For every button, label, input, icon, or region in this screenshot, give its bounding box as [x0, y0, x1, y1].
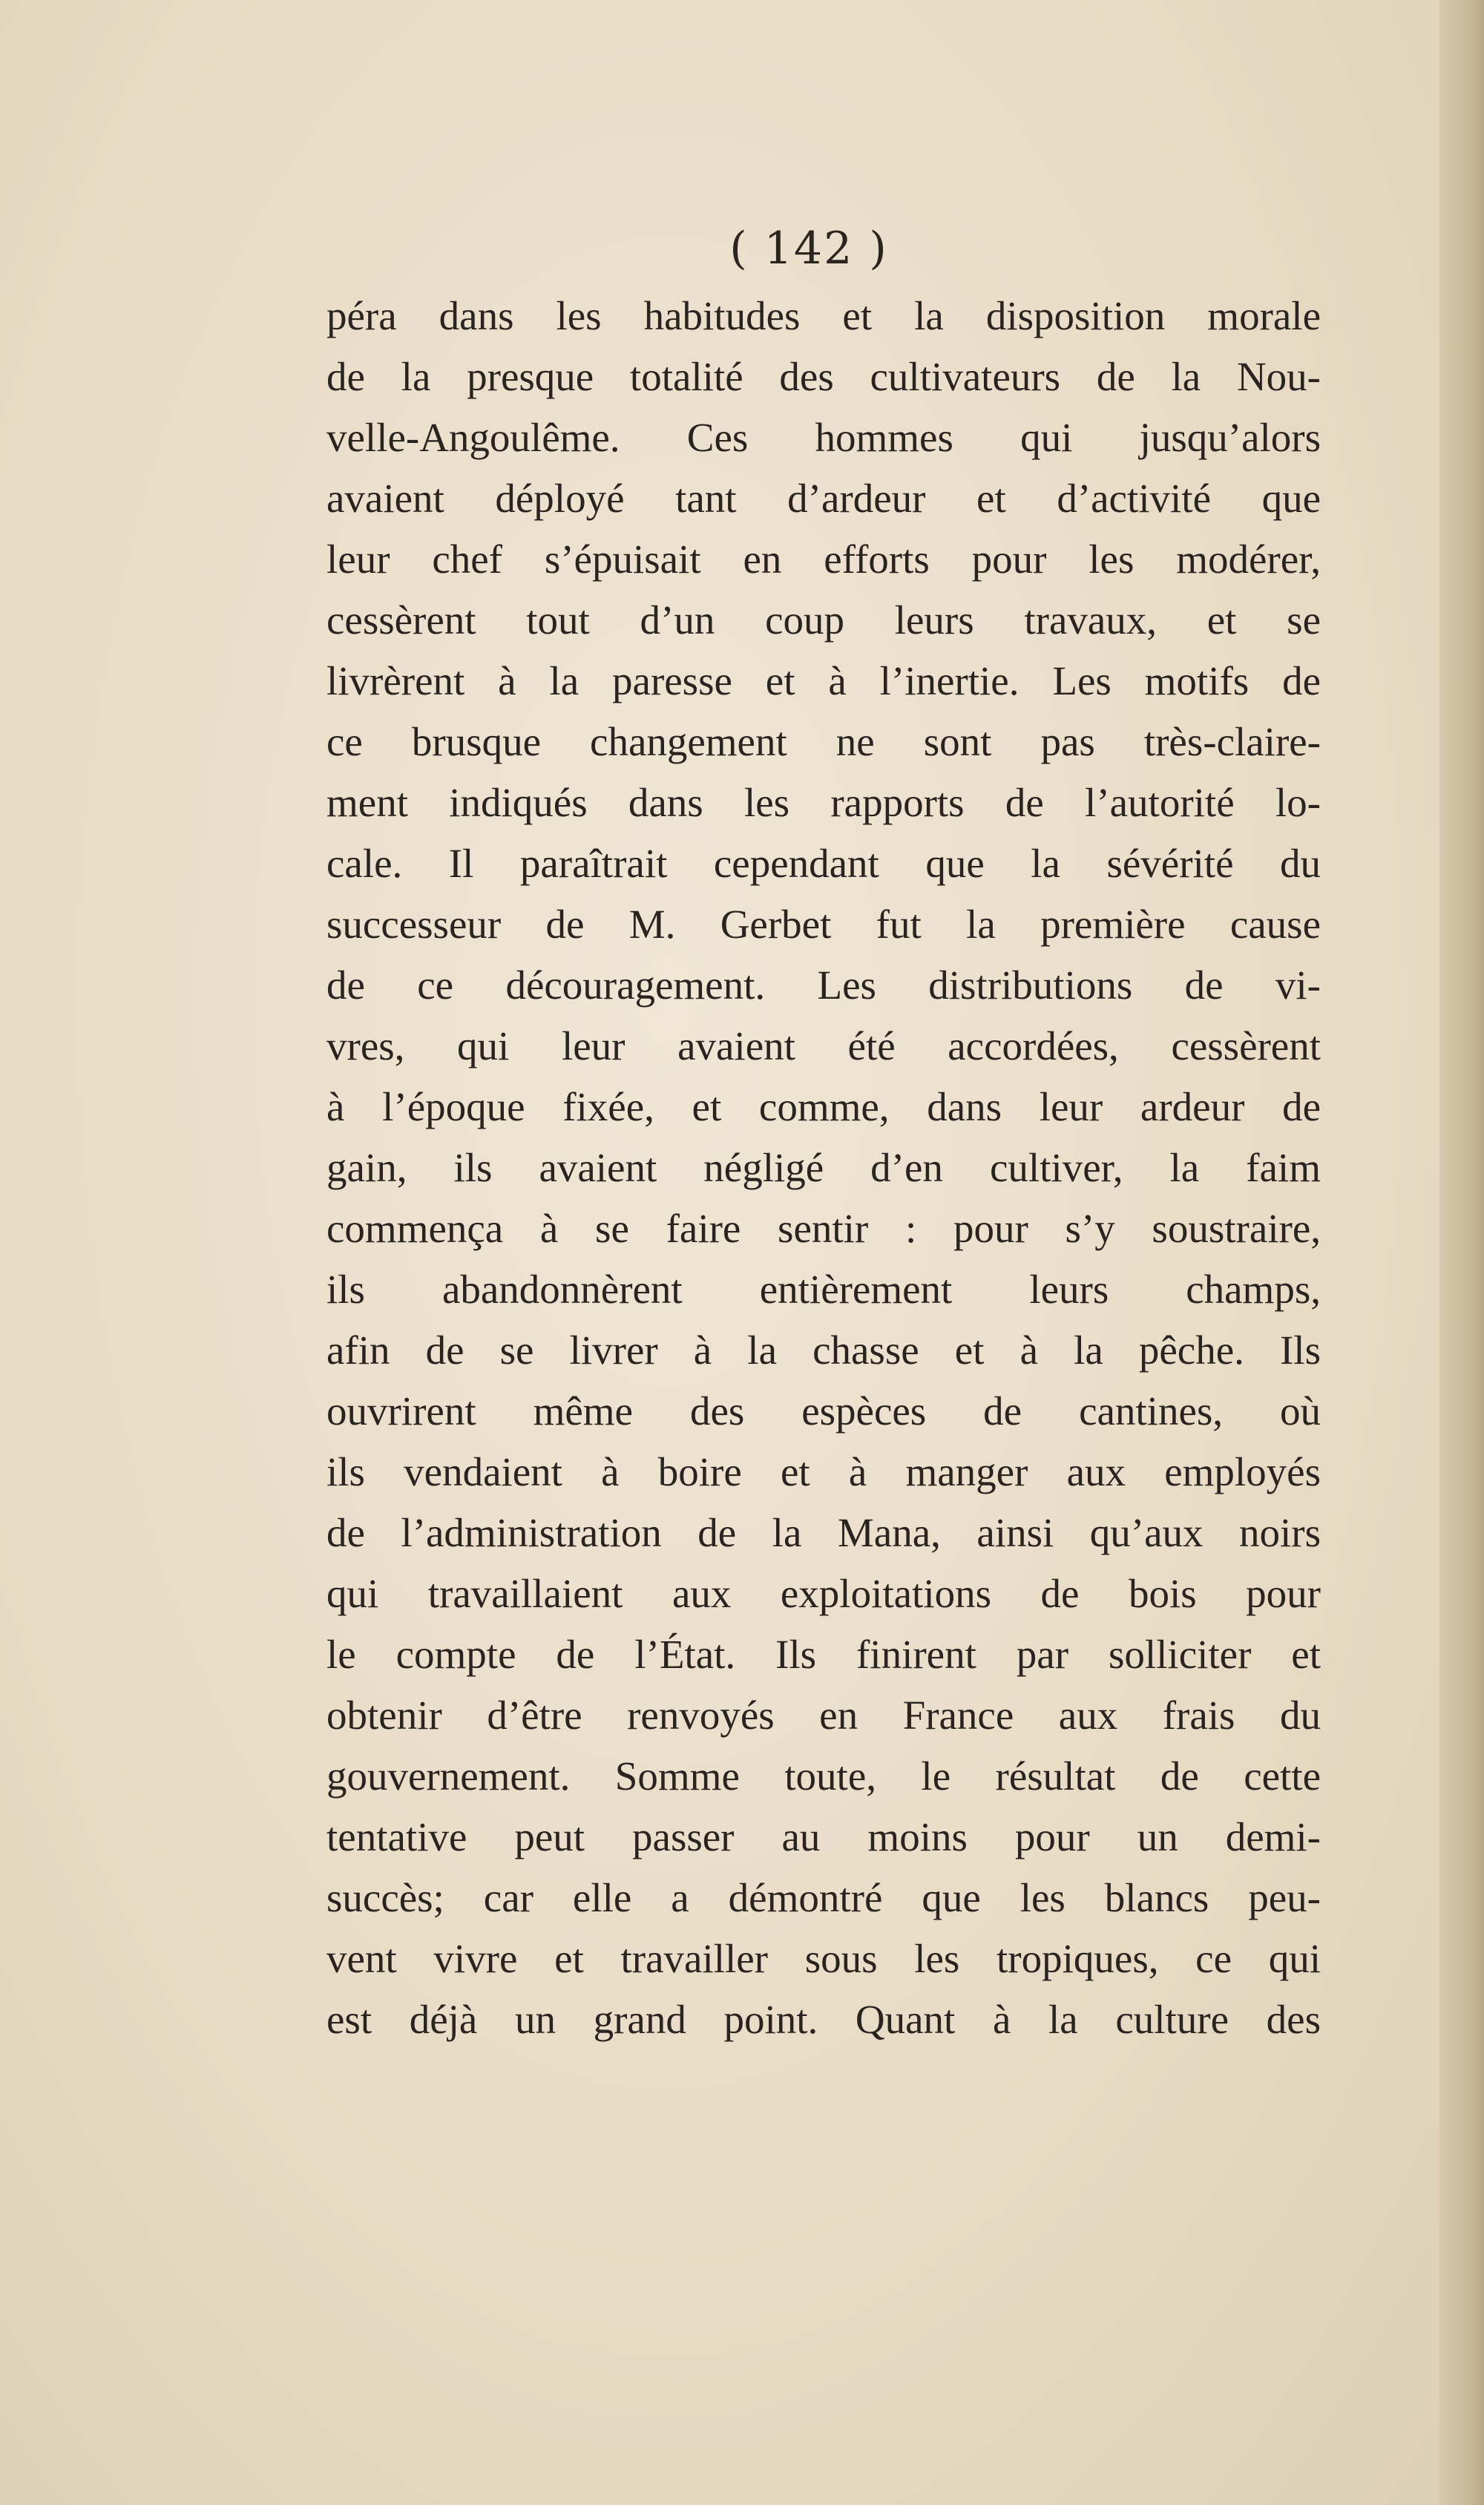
text-line: velle-Angoulême. Ces hommes qui jusqu’alors: [326, 415, 1321, 460]
text-line: leur chef s’épuisait en efforts pour les modérer,: [326, 536, 1321, 582]
text-line: péra dans les habitudes et la disposition morale: [326, 293, 1321, 338]
text-line: tentative peut passer au moins pour un demi-: [326, 1814, 1321, 1859]
text-line: de l’administration de la Mana, ainsi qu’aux noirs: [326, 1510, 1321, 1555]
text-line: à l’époque fixée, et comme, dans leur ardeur de: [326, 1084, 1321, 1129]
text-line: livrèrent à la paresse et à l’inertie. Les motifs de: [326, 658, 1321, 703]
text-line: obtenir d’être renvoyés en France aux frais du: [326, 1693, 1321, 1738]
text-line: qui travaillaient aux exploitations de bois pour: [326, 1571, 1321, 1616]
text-line: ouvrirent même des espèces de cantines, où: [326, 1388, 1321, 1434]
text-line: de la presque totalité des cultivateurs de la Nou-: [326, 354, 1321, 399]
text-line: gain, ils avaient négligé d’en cultiver, la faim: [326, 1145, 1321, 1190]
page-number: ( 142 ): [729, 223, 888, 275]
body-text: [326, 286, 1321, 2050]
text-line: ils abandonnèrent entièrement leurs champs,: [326, 1267, 1321, 1312]
text-line: de ce découragement. Les distributions de vi-: [326, 962, 1321, 1008]
text-line: vent vivre et travailler sous les tropiques, ce qui: [326, 1936, 1321, 1981]
text-line: est déjà un grand point. Quant à la culture des: [326, 1997, 1321, 2042]
text-line: ce brusque changement ne sont pas très-claire-: [326, 719, 1321, 764]
text-line: le compte de l’État. Ils finirent par solliciter et: [326, 1632, 1321, 1677]
text-line: vres, qui leur avaient été accordées, cessèrent: [326, 1023, 1321, 1068]
text-line: cale. Il paraîtrait cependant que la sévérité du: [326, 841, 1321, 886]
text-line: avaient déployé tant d’ardeur et d’activité que: [326, 476, 1321, 521]
text-line: commença à se faire sentir : pour s’y soustraire,: [326, 1206, 1321, 1251]
text-line: ils vendaient à boire et à manger aux employés: [326, 1449, 1321, 1494]
text-line: afin de se livrer à la chasse et à la pêche. Ils: [326, 1327, 1321, 1373]
text-line: successeur de M. Gerbet fut la première cause: [326, 902, 1321, 947]
text-line: ment indiqués dans les rapports de l’autorité lo-: [326, 780, 1321, 825]
page-edge: [1439, 0, 1484, 2505]
text-line: cessèrent tout d’un coup leurs travaux, et se: [326, 597, 1321, 643]
text-line: succès; car elle a démontré que les blancs peu-: [326, 1875, 1321, 1920]
text-line: gouvernement. Somme toute, le résultat de cette: [326, 1753, 1321, 1799]
